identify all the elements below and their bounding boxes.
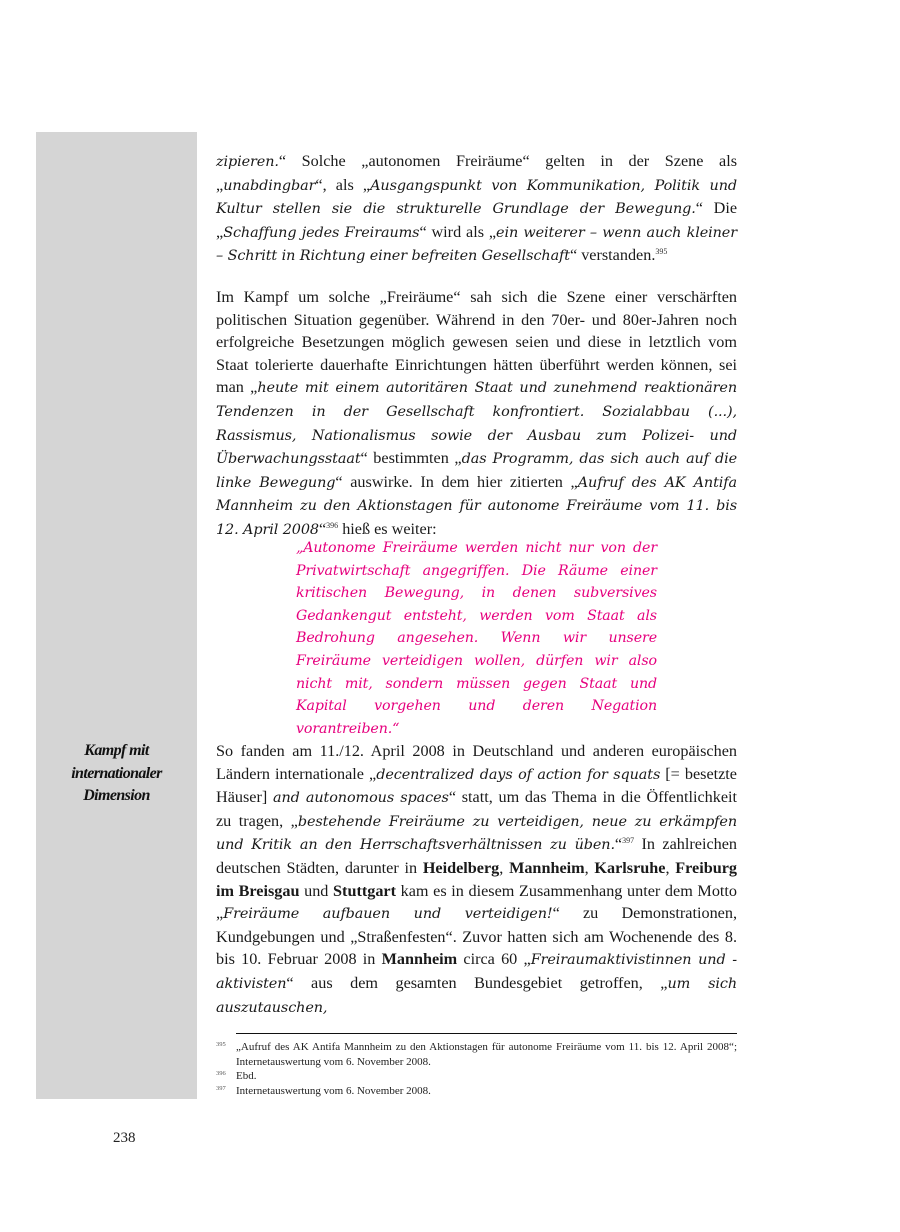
footnote-text: „Aufruf des AK Antifa Mannheim zu den Aktionstagen für autonome Freiräume vom 11. bis 12. April 2008“; Internetauswertung vom 6. November 2008.	[236, 1041, 737, 1068]
text-run: “	[318, 519, 327, 538]
footnote	[216, 1040, 737, 1069]
italic-text: Freiraumaktivistinnen und -aktivisten	[216, 952, 737, 992]
footnote-divider	[236, 1033, 737, 1034]
page-number: 238	[113, 1130, 136, 1146]
italic-text: bestehende Freiräume zu verteidigen, neue zu erkämpfen und Kritik an den Herrschaftsverhältnissen zu üben.	[216, 813, 737, 854]
footnote-number: 396	[216, 1070, 226, 1078]
margin-note-line: internationaler	[71, 764, 162, 782]
margin-column-background	[36, 132, 197, 1099]
text-run: “ aus dem gesamten Bundesgebiet getroffen, „	[286, 973, 668, 992]
italic-text: ein weiterer – wenn auch kleiner – Schritt in Richtung einer befreiten Gesellschaft	[216, 224, 737, 265]
footnote-text: Internetauswertung vom 6. November 2008.	[236, 1084, 431, 1097]
footnote-number: 395	[216, 1041, 226, 1048]
text-run: “ Solche „autonomen Freiräume“ gelten in der Szene als „	[216, 152, 737, 194]
bold-place-name: Mannheim	[381, 950, 458, 969]
italic-text: Schaffung jedes Freiraums	[223, 224, 420, 241]
paragraph-1	[216, 150, 737, 268]
text-run: In zahlreichen deutschen Städten, darunter in	[216, 835, 737, 877]
footnote-reference: 396	[326, 520, 339, 530]
text-run: “ Die „	[216, 199, 738, 241]
bold-place-name: Freiburg im Breisgau	[216, 858, 738, 900]
text-run: ,	[584, 858, 595, 877]
italic-text: um sich auszutauschen,	[216, 975, 737, 1016]
paragraph-2-text	[216, 286, 737, 542]
text-run: kam es in diesem Zusammenhang unter dem Motto „	[216, 881, 737, 923]
footnote-number: 397	[216, 1084, 226, 1092]
text-run: “ zu Demonstrationen, Kundgebungen und „Straßenfesten“. Zuvor hatten sich am Wochenende des 8. bis 10. Februar 2008 in	[216, 904, 737, 969]
text-run: “ statt, um das Thema in die Öffentlichkeit zu tragen, „	[216, 788, 737, 830]
text-run: “ verstanden.	[569, 246, 656, 265]
margin-note-line: Dimension	[83, 787, 150, 804]
paragraph-3	[216, 740, 737, 1019]
paragraph-1-text	[216, 150, 737, 268]
footnote-reference: 397	[622, 836, 635, 846]
italic-text: heute mit einem autoritären Staat und zunehmend reaktionären Tendenzen in der Gesellschaft konfrontiert. Sozialabbau (...), Rassismus, Nationalismus sowie der Ausbau zum Polizei- und Überwachungsstaat	[216, 380, 737, 468]
margin-note	[36, 740, 197, 808]
bold-place-name: Heidelberg	[422, 858, 500, 877]
italic-text: Freiräume aufbauen und verteidigen!	[223, 906, 553, 923]
italic-text: decentralized days of action for squats	[376, 766, 661, 783]
text-run: “ auswirke. In dem hier zitierten „	[335, 472, 578, 491]
margin-note-line: Kampf mit	[84, 742, 149, 759]
italic-text: and autonomous spaces	[272, 790, 449, 807]
block-quote: „Autonome Freiräume werden nicht nur von der Privatwirtschaft angegriffen. Die Räume einer kritischen Bewegung, in denen subversives Gedankengut entsteht, werden vom Staat als Bedrohung angesehen. Wenn wir unsere Freiräume verteidigen wollen, dürfen wir also nicht mit, sondern müssen gegen Staat und Kapital vorgehen und deren Negation vorantreiben.“	[296, 540, 657, 737]
italic-text: Aufruf des AK Antifa Mannheim zu den Aktionstagen für autonome Freiräume vom 11. bis 12. April 2008	[216, 474, 737, 538]
paragraph-3-text	[216, 740, 737, 1019]
text-run: Im Kampf um solche „Freiräume“ sah sich die Szene einer verschärften politischen Situation gegenüber. Während in den 70er- und 80er-Jahren noch erfolgreiche Besetzungen möglich gewesen seien und diese in letztlich vom Staat tolerierte dauerhafte Einrichtungen hätten überführt werden können, sei man „	[216, 288, 737, 397]
footnote	[216, 1084, 737, 1099]
footnote-text: Ebd.	[236, 1070, 257, 1083]
text-run: So fanden am 11./12. April 2008 in Deutschland und anderen europäischen Ländern internationale „	[216, 742, 737, 783]
text-run: hieß es weiter:	[338, 519, 437, 538]
text-run: “, als „	[315, 175, 371, 194]
text-run: ,	[499, 858, 510, 877]
text-run: ,	[665, 858, 676, 877]
text-run: circa 60 „	[457, 950, 531, 969]
italic-text: zipieren.	[216, 154, 279, 170]
footnotes	[216, 1040, 737, 1098]
italic-text: das Programm, das sich auch auf die linke Bewegung	[216, 451, 737, 491]
italic-text: unabdingbar	[223, 177, 316, 194]
text-run: “	[614, 835, 623, 854]
bold-place-name: Stuttgart	[333, 881, 396, 900]
text-run: “ wird als „	[419, 222, 497, 241]
footnote-reference: 395	[655, 247, 668, 257]
text-run: [= besetzte Häuser]	[216, 764, 737, 807]
footnote	[216, 1069, 737, 1084]
bold-place-name: Mannheim	[509, 858, 585, 877]
italic-text: Ausgangspunkt von Kommunikation, Politik und Kultur stellen sie die strukturelle Grundlage der Bewegung.	[216, 177, 737, 218]
text-run: “ bestimmten „	[360, 449, 462, 468]
text-run: und	[299, 881, 334, 900]
paragraph-2	[216, 286, 737, 542]
bold-place-name: Karlsruhe	[594, 858, 666, 877]
